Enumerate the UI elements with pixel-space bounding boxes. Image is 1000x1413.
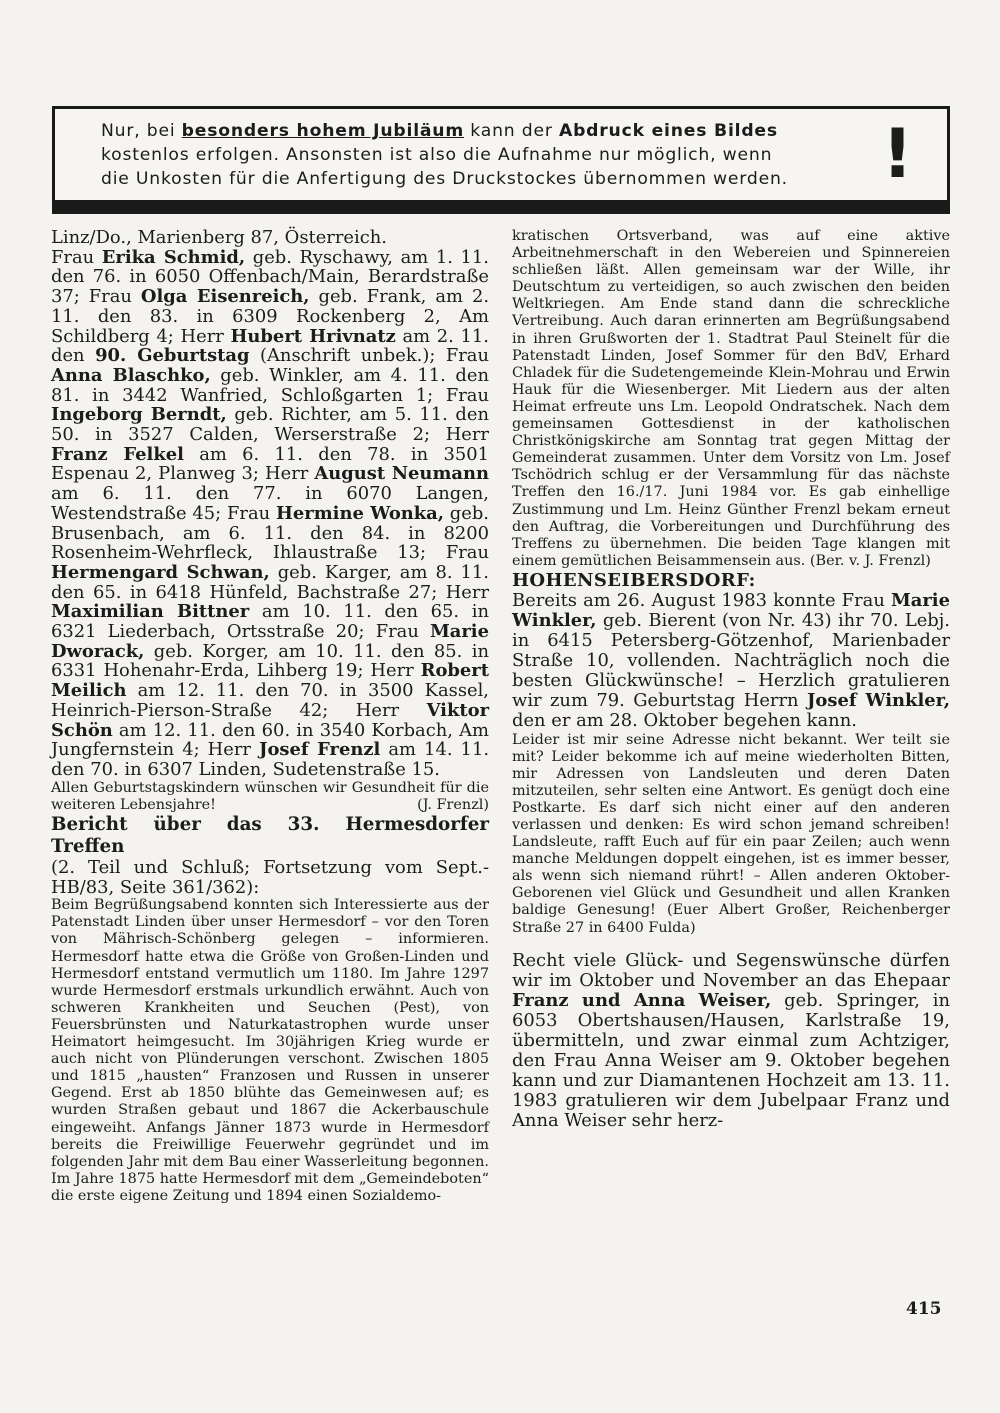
notice-text: kann der [464,121,559,141]
text-run: am 2. 11. den [51,325,489,367]
text-run: geb. Korger, am 10. 11. den 85. in 6331 Hohenahr-Erda, Lihberg 19; Herr [51,640,489,682]
page-number: 415 [906,1299,942,1319]
text-run: Frau [51,246,102,268]
notice-underlined: besonders hohem Jubiläum [181,121,465,141]
name-highlight: Marie Winkler, [512,589,950,631]
notice-bold: Abdruck eines Bildes [558,121,778,141]
name-highlight: Olga Eisenreich, [140,286,310,308]
text-run: am 10. 11. den 65. in 6321 Liederbach, Ortsstraße 20; Frau [51,601,489,643]
right-column [512,228,950,1132]
report-body: Beim Begrüßungsabend konnten sich Interessierte aus der Patenstadt Linden über unser Hermesdorf – vor den Toren von Mährisch-Schönberg gelegen – informieren. Hermesdorf hatte etwa die Größe von Großen-Linden und Hermesdorf entstand vermutlich um 1180. Im Jahre 1297 wurde Hermesdorf erstmals urkundlich erwähnt. Auch von schweren Krankheiten und Seuchen (Pest), von Feuersbrünsten und Naturkatastrophen wurde unser Heimatort heimgesucht. Im 30jährigen Krieg wurde er auch nicht von Plünderungen verschont. Zwischen 1805 und 1815 „hausten“ Franzosen und Russen in unserer Gegend. Erst ab 1850 blühte das Gemeinwesen auf; es wurden Straßen gebaut und 1867 die Ackerbauschule eingeweiht. Anfangs Jänner 1873 wurde in Hermesdorf bereits die Freiwillige Feuerwehr gegründet und im folgenden Jahr mit dem Bau einer Wasserleitung begonnen. Im Jahre 1875 hatte Hermesdorf mit dem „Gemeindeboten“ die erste eigene Zeitung und 1894 einen Sozialdemo- [51,897,489,1204]
birthday-wishes [51,780,489,814]
notice-line-1 [101,119,907,143]
name-highlight: Franz und Anna Weiser, [512,989,772,1011]
text-run: am 14. 11. den 70. in 6307 Linden, Sudetenstraße 15. [51,739,490,780]
name-highlight: Hubert Hrivnatz [230,325,396,347]
notice-box [52,106,950,214]
notice-line-3: die Unkosten für die Anfertigung des Druckstockes übernommen werden. [101,169,788,189]
text-run: am 6. 11. den 78. in 3501 Espenau 2, Planweg 3; Herr [51,443,490,485]
text-run: geb. Winkler, am 4. 11. den 81. in 3442 Wanfried, Schloßgarten 1; Frau [51,364,489,406]
text-run: (Anschrift unbek.); Frau [249,345,489,367]
name-highlight: Josef Winkler, [806,690,950,712]
text-run: geb. Frank, am 2. 11. den 83. in 6309 Rockenberg 2, Am Schildberg 4; Herr [51,286,490,347]
weiser-paragraph [512,951,950,1132]
exclamation-mark: ! [881,115,913,194]
report-title: Bericht über das 33. Hermesdorfer Treffen [51,813,489,857]
text-run: geb. Karger, am 8. 11. den 65. in 6418 Hünfeld, Bachstraße 27; Herr [51,561,489,603]
name-highlight: Hermengard Schwan, [51,561,270,583]
name-highlight: Ingeborg Berndt, [51,404,227,426]
left-column [51,228,489,1205]
text-run: Bereits am 26. August 1983 konnte Frau [512,589,891,611]
name-highlight: August Neumann [314,463,489,485]
appeal-paragraph: Leider ist mir seine Adresse nicht bekannt. Wer teilt sie mit? Leider bekomme ich auf meine wiederholten Bitten, mir Adressen von Landsleuten und deren Daten mitzuteilen, sehr selten eine Antwort. Es genügt doch eine Postkarte. Es darf sich nicht einer auf den anderen verlassen und denken: Es wird schon jemand schreiben! Landsleute, rafft Euch auf für ein paar Zeilen; auch wenn manche Meldungen doppelt eingehen, ist es immer besser, als wenn sich niemand rührt! – Allen anderen Oktober-Geborenen viel Glück und Gesundheit und allen Kranken baldige Genesung! (Euer Albert Großer, Reichenberger Straße 27 in 6400 Fulda) [512,731,950,936]
birthday-list [51,228,489,780]
name-highlight: Viktor Schön [51,699,489,741]
name-highlight: Josef Frenzl [259,739,381,761]
text-run: Recht viele Glück- und Segenswünsche dürfen wir im Oktober und November an das Ehepaar [512,949,950,991]
text-run: geb. Richter, am 5. 11. den 50. in 3527 Calden, Werserstraße 2; Herr [51,404,489,446]
text-run: am 6. 11. den 77. in 6070 Langen, Westendstraße 45; Frau [51,483,489,524]
name-highlight: Maximilian Bittner [51,601,250,623]
text-run: am 12. 11. den 60. in 3540 Korbach, Am Jungfernstein 4; Herr [51,719,489,761]
text-run: geb. Ryschawy, am 1. 11. den 76. in 6050 Offenbach/Main, Berardstraße 37; Frau [51,246,489,308]
text-run: geb. Bierent (von Nr. 43) ihr 70. Lebj. in 6415 Petersberg-Götzenhof, Marienbader Straße 10, vollenden. Nachträglich noch die besten Glückwünsche! – Herzlich gratulieren wir zum 79. Geburtstag Herrn [512,609,950,712]
name-highlight: Anna Blaschko, [51,364,211,386]
notice-line-2: kostenlos erfolgen. Ansonsten ist also die Aufnahme nur möglich, wenn [101,145,773,165]
spacer [512,937,950,951]
name-highlight: Franz Felkel [51,443,184,465]
text-run: am 12. 11. den 70. in 3500 Kassel, Heinrich-Pierson-Straße 42; Herr [51,680,489,721]
name-highlight: Robert Meilich [51,660,489,702]
name-highlight: Hermine Wonka, [276,502,444,524]
winkler-paragraph [512,591,950,732]
notice-text: Nur, bei [101,121,182,141]
name-highlight: 90. Geburtstag [95,345,250,367]
name-highlight: Erika Schmid, [101,246,246,268]
wishes-text: Allen Geburtstagskindern wünschen wir Gesundheit für die weiteren Lebensjahre! [51,779,489,813]
name-highlight: Marie Dworack, [51,621,489,662]
section-title: HOHENSEIBERSDORF: [512,569,756,591]
text-run: geb. Brusenbach, am 6. 11. den 84. in 8200 Rosenheim-Wehrfleck, Ihlaustraße 13; Frau [51,502,489,564]
text-run: Linz/Do., Marienberg 87, Österreich. [51,227,387,248]
report-subtitle: (2. Teil und Schluß; Fortsetzung vom Sept.-HB/83, Seite 361/362): [51,856,489,898]
report-continuation: kratischen Ortsverband, was auf eine aktive Arbeitnehmerschaft in den Webereien und Spinnereien schließen läßt. Allen gemeinsam war der Wille, ihr Deutschtum zu verteidigen, so auch zwischen den beiden Weltkriegen. Am Ende stand dann die schreckliche Vertreibung. Auch daran erinnerten am Begrüßungsabend in ihren Grußworten der 1. Stadtrat Paul Steinelt für die Patenstadt Linden, Josef Sommer für den BdV, Erhard Chladek für die Sudetengemeinde Klein-Mohrau und Erwin Hauk für die Wiesenberger. Mit Liedern aus der alten Heimat erfreute uns Lm. Leopold Ondratschek. Nach dem gemeinsamen Gottesdienst in der katholischen Christkönigskirche am Sonntag trat gegen Mittag der Gemeinderat zusammen. Unter dem Vorsitz von Lm. Josef Tschödrich schlug er der Versammlung für das nächste Treffen den 16./17. Juni 1984 vor. Es gab einhellige Zustimmung und Lm. Heinz Günther Frenzl bekam erneut den Auftrag, die Vorbereitungen und Durchführung des Treffens zu übernehmen. Die beiden Tage klangen mit einem gemütlichen Beisammensein aus. (Ber. v. J. Frenzl) [512,228,950,569]
text-run: den er am 28. Oktober begehen kann. [512,710,857,732]
text-run: geb. Springer, in 6053 Obertshausen/Hausen, Karlstraße 19, übermitteln, und zwar einmal zum Achtziger, den Frau Anna Weiser am 9. Oktober begehen kann und zur Diamantenen Hochzeit am 13. 11. 1983 gratulieren wir dem Jubelpaar Franz und Anna Weiser sehr herz- [512,989,950,1132]
wishes-signature: (J. Frenzl) [417,796,489,813]
